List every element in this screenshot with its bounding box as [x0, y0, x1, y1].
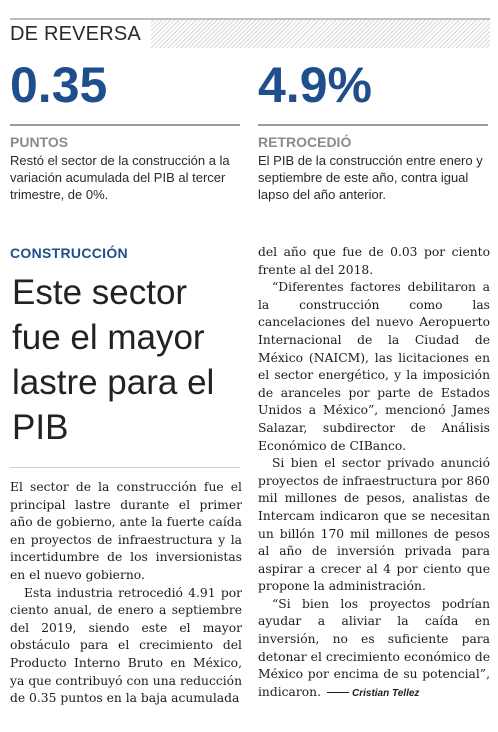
section-header-bar: [10, 18, 490, 48]
body-paragraph: Esta industria retrocedió 4.91 por ciento anual, de enero a septiembre del 2019, siendo este el mayor obstáculo para el crecimiento del Producto Interno Bruto en México, ya que contribuyó con una reducción de 0.35 puntos en la baja acumulada: [10, 585, 242, 706]
stat-value: 0.35: [10, 58, 240, 126]
article-body-right-column: [258, 244, 490, 702]
stat-value: 4.9%: [258, 58, 488, 126]
body-paragraph: del año que fue de 0.03 por ciento frente al del 2018.: [258, 245, 490, 277]
article-headline: Este sector fue el mayor lastre para el PIB: [12, 273, 215, 447]
stat-block-points: [10, 58, 240, 203]
byline-dash: [327, 692, 349, 693]
article-kicker: CONSTRUCCIÓN: [10, 245, 128, 261]
body-paragraph: “Diferentes factores debilitaron a la construcción como las cancelaciones del nuevo Aeropuerto Internacional de la Ciudad de México (NAICM), las licitaciones en el sector energético, y la imposición de aranceles por parte de Estados Unidos a México”, mencionó James Salazar, subdirector de Análisis Económico de CIBanco.: [258, 280, 490, 453]
stat-label: RETROCEDIÓ: [258, 134, 352, 150]
closing-paragraph-text: “Si bien los proyectos podrían ayudar a aliviar la caída en inversión, no es suficiente para detonar el crecimiento económico de México por encima de su potencial”, indicaron.: [258, 596, 490, 699]
stat-label: PUNTOS: [10, 134, 69, 150]
stat-description: El PIB de la construcción entre enero y septiembre de este año, contra igual lapso del año anterior.: [258, 153, 483, 202]
article-body-left-column: [10, 479, 242, 708]
body-paragraph: [258, 596, 490, 703]
stat-description: Restó el sector de la construcción a la variación acumulada del PIB al tercer trimestre, de 0%.: [10, 153, 230, 202]
body-paragraph: Si bien el sector privado anunció proyectos de infraestructura por 860 mil millones de pesos, analistas de Intercam indicaron que se necesitan un billón 170 mil millones de pesos al año de inversión privada para aspirar a crecer al 4 por ciento que propone la administración.: [258, 456, 490, 594]
headline-divider: [10, 467, 240, 468]
body-paragraph: El sector de la construcción fue el principal lastre durante el primer año de gobierno, ante la fuerte caída en proyectos de infraestructura y la incertidumbre de los inversionistas en el nuevo gobierno.: [10, 480, 242, 582]
stat-block-decline: [258, 58, 488, 203]
byline: Cristian Tellez: [352, 687, 420, 699]
section-label: DE REVERSA: [10, 20, 151, 48]
